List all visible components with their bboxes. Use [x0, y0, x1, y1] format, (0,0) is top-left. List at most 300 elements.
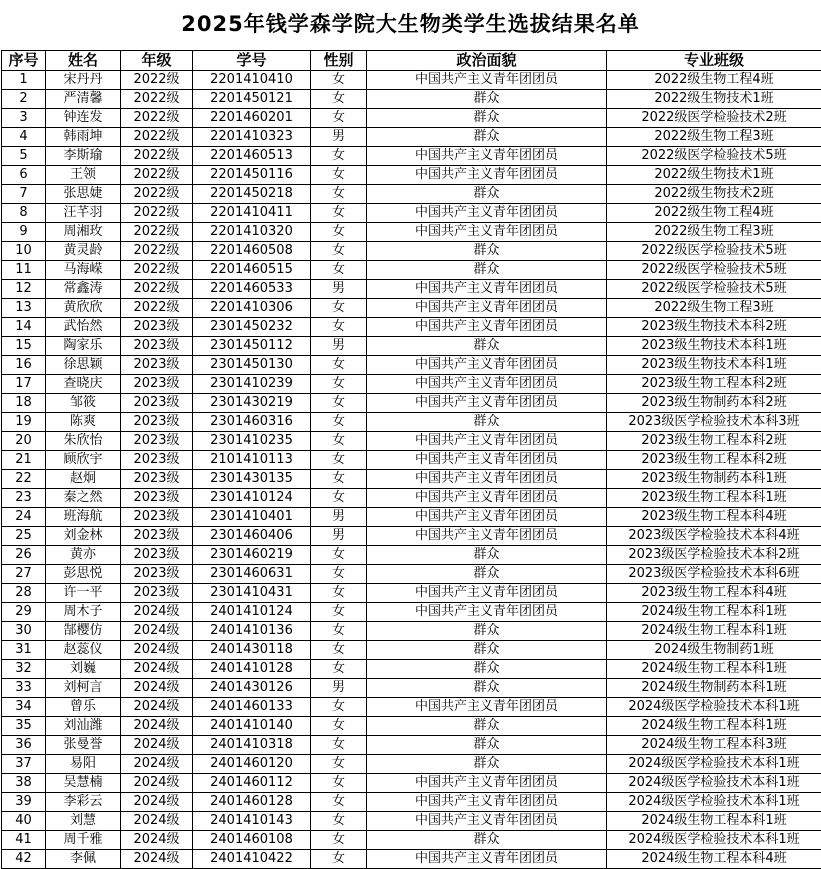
cell-grade: 2024级: [121, 679, 193, 698]
cell-political-status: 群众: [367, 261, 607, 280]
cell-name: 易阳: [46, 755, 121, 774]
cell-index: 38: [2, 774, 46, 793]
cell-grade: 2022级: [121, 109, 193, 128]
cell-political-status: 群众: [367, 109, 607, 128]
cell-index: 26: [2, 546, 46, 565]
table-row: [2, 318, 821, 337]
cell-gender: 男: [311, 508, 367, 527]
cell-index: 31: [2, 641, 46, 660]
cell-political-status: 中国共产主义青年团团员: [367, 812, 607, 831]
table-row: [2, 356, 821, 375]
cell-grade: 2023级: [121, 546, 193, 565]
cell-political-status: 群众: [367, 242, 607, 261]
cell-index: 42: [2, 850, 46, 869]
cell-political-status: 中国共产主义青年团团员: [367, 489, 607, 508]
cell-name: 周木子: [46, 603, 121, 622]
cell-grade: 2022级: [121, 299, 193, 318]
cell-political-status: 群众: [367, 679, 607, 698]
cell-grade: 2022级: [121, 166, 193, 185]
cell-grade: 2022级: [121, 90, 193, 109]
cell-student-id: 2401410124: [193, 603, 311, 622]
cell-grade: 2024级: [121, 774, 193, 793]
table-row: [2, 470, 821, 489]
cell-grade: 2022级: [121, 280, 193, 299]
cell-name: 周千雅: [46, 831, 121, 850]
cell-major-class: 2022级生物工程4班: [607, 71, 821, 90]
cell-major-class: 2023级生物制药本科2班: [607, 394, 821, 413]
cell-gender: 女: [311, 546, 367, 565]
cell-name: 黄亦: [46, 546, 121, 565]
table-body: [2, 71, 821, 869]
cell-index: 13: [2, 299, 46, 318]
cell-student-id: 2401460108: [193, 831, 311, 850]
cell-name: 吴慧楠: [46, 774, 121, 793]
cell-major-class: 2024级生物工程本科1班: [607, 603, 821, 622]
cell-gender: 女: [311, 90, 367, 109]
cell-student-id: 2201410306: [193, 299, 311, 318]
cell-grade: 2024级: [121, 698, 193, 717]
table-row: [2, 736, 821, 755]
table-row: [2, 755, 821, 774]
cell-name: 赵蕊仪: [46, 641, 121, 660]
cell-index: 2: [2, 90, 46, 109]
cell-student-id: 2301460631: [193, 565, 311, 584]
cell-major-class: 2024级医学检验技术本科1班: [607, 793, 821, 812]
cell-grade: 2024级: [121, 736, 193, 755]
cell-grade: 2023级: [121, 489, 193, 508]
cell-name: 邹筱: [46, 394, 121, 413]
cell-gender: 女: [311, 584, 367, 603]
cell-name: 常鑫涛: [46, 280, 121, 299]
cell-index: 37: [2, 755, 46, 774]
cell-index: 28: [2, 584, 46, 603]
cell-major-class: 2023级医学检验技术本科3班: [607, 413, 821, 432]
cell-gender: 女: [311, 394, 367, 413]
cell-student-id: 2301460406: [193, 527, 311, 546]
cell-gender: 女: [311, 489, 367, 508]
cell-political-status: 中国共产主义青年团团员: [367, 774, 607, 793]
cell-student-id: 2201410323: [193, 128, 311, 147]
cell-student-id: 2401410318: [193, 736, 311, 755]
cell-student-id: 2201410320: [193, 223, 311, 242]
cell-index: 19: [2, 413, 46, 432]
cell-student-id: 2301430219: [193, 394, 311, 413]
cell-name: 刘金林: [46, 527, 121, 546]
table-row: [2, 204, 821, 223]
cell-name: 许一平: [46, 584, 121, 603]
cell-grade: 2023级: [121, 527, 193, 546]
cell-political-status: 中国共产主义青年团团员: [367, 318, 607, 337]
cell-index: 24: [2, 508, 46, 527]
cell-grade: 2023级: [121, 508, 193, 527]
cell-grade: 2022级: [121, 147, 193, 166]
cell-student-id: 2301460219: [193, 546, 311, 565]
header-name: 姓名: [46, 51, 121, 71]
cell-student-id: 2401460128: [193, 793, 311, 812]
table-row: [2, 660, 821, 679]
cell-political-status: 中国共产主义青年团团员: [367, 147, 607, 166]
table-row: [2, 774, 821, 793]
table-row: [2, 337, 821, 356]
header-major-class: 专业班级: [607, 51, 821, 71]
cell-gender: 女: [311, 375, 367, 394]
cell-political-status: 群众: [367, 831, 607, 850]
cell-political-status: 中国共产主义青年团团员: [367, 527, 607, 546]
cell-student-id: 2401410128: [193, 660, 311, 679]
cell-name: 查晓庆: [46, 375, 121, 394]
cell-political-status: 中国共产主义青年团团员: [367, 698, 607, 717]
cell-major-class: 2023级生物工程本科2班: [607, 375, 821, 394]
cell-political-status: 中国共产主义青年团团员: [367, 223, 607, 242]
cell-political-status: 中国共产主义青年团团员: [367, 603, 607, 622]
table-row: [2, 413, 821, 432]
cell-index: 39: [2, 793, 46, 812]
table-row: [2, 90, 821, 109]
cell-gender: 女: [311, 774, 367, 793]
cell-political-status: 群众: [367, 565, 607, 584]
cell-gender: 女: [311, 109, 367, 128]
cell-political-status: 群众: [367, 622, 607, 641]
cell-grade: 2024级: [121, 603, 193, 622]
cell-student-id: 2301450112: [193, 337, 311, 356]
cell-student-id: 2201460508: [193, 242, 311, 261]
cell-student-id: 2201460513: [193, 147, 311, 166]
cell-index: 6: [2, 166, 46, 185]
cell-index: 10: [2, 242, 46, 261]
cell-gender: 女: [311, 850, 367, 869]
cell-gender: 女: [311, 432, 367, 451]
table-row: [2, 261, 821, 280]
table-row: [2, 793, 821, 812]
cell-major-class: 2022级生物工程3班: [607, 223, 821, 242]
table-row: [2, 71, 821, 90]
page-title: 2025年钱学森学院大生物类学生选拔结果名单: [0, 10, 821, 38]
cell-grade: 2023级: [121, 413, 193, 432]
cell-student-id: 2201460201: [193, 109, 311, 128]
cell-index: 34: [2, 698, 46, 717]
cell-political-status: 中国共产主义青年团团员: [367, 356, 607, 375]
cell-student-id: 2301410401: [193, 508, 311, 527]
cell-index: 7: [2, 185, 46, 204]
cell-name: 曾乐: [46, 698, 121, 717]
table-row: [2, 147, 821, 166]
cell-gender: 男: [311, 527, 367, 546]
cell-gender: 女: [311, 736, 367, 755]
cell-name: 周湘玫: [46, 223, 121, 242]
cell-major-class: 2024级生物工程本科1班: [607, 622, 821, 641]
cell-student-id: 2201460515: [193, 261, 311, 280]
cell-index: 40: [2, 812, 46, 831]
cell-index: 14: [2, 318, 46, 337]
cell-name: 武怡然: [46, 318, 121, 337]
cell-index: 30: [2, 622, 46, 641]
cell-political-status: 群众: [367, 755, 607, 774]
cell-major-class: 2024级生物制药1班: [607, 641, 821, 660]
cell-index: 4: [2, 128, 46, 147]
cell-grade: 2022级: [121, 223, 193, 242]
cell-student-id: 2301460316: [193, 413, 311, 432]
cell-index: 41: [2, 831, 46, 850]
cell-student-id: 2301410431: [193, 584, 311, 603]
cell-name: 马海嵘: [46, 261, 121, 280]
cell-gender: 女: [311, 698, 367, 717]
cell-student-id: 2301410239: [193, 375, 311, 394]
cell-student-id: 2201410411: [193, 204, 311, 223]
cell-political-status: 群众: [367, 90, 607, 109]
header-grade: 年级: [121, 51, 193, 71]
cell-gender: 女: [311, 166, 367, 185]
table-row: [2, 565, 821, 584]
cell-political-status: 群众: [367, 660, 607, 679]
cell-grade: 2022级: [121, 204, 193, 223]
cell-gender: 女: [311, 223, 367, 242]
cell-name: 宋丹丹: [46, 71, 121, 90]
table-header-row: [2, 51, 821, 71]
cell-major-class: 2024级生物工程本科1班: [607, 660, 821, 679]
table-row: [2, 223, 821, 242]
cell-gender: 女: [311, 185, 367, 204]
cell-index: 36: [2, 736, 46, 755]
cell-student-id: 2201460533: [193, 280, 311, 299]
cell-grade: 2022级: [121, 71, 193, 90]
cell-gender: 女: [311, 318, 367, 337]
table-row: [2, 831, 821, 850]
cell-gender: 男: [311, 679, 367, 698]
cell-index: 32: [2, 660, 46, 679]
cell-political-status: 中国共产主义青年团团员: [367, 166, 607, 185]
cell-political-status: 群众: [367, 717, 607, 736]
cell-name: 陶家乐: [46, 337, 121, 356]
table-row: [2, 166, 821, 185]
cell-gender: 女: [311, 641, 367, 660]
cell-political-status: 群众: [367, 128, 607, 147]
table-row: [2, 109, 821, 128]
cell-grade: 2024级: [121, 812, 193, 831]
cell-gender: 女: [311, 603, 367, 622]
cell-gender: 女: [311, 755, 367, 774]
cell-grade: 2023级: [121, 584, 193, 603]
cell-name: 郜樱仿: [46, 622, 121, 641]
cell-political-status: 中国共产主义青年团团员: [367, 584, 607, 603]
cell-major-class: 2023级生物工程本科4班: [607, 508, 821, 527]
cell-grade: 2024级: [121, 660, 193, 679]
cell-student-id: 2301450130: [193, 356, 311, 375]
cell-major-class: 2022级生物技术1班: [607, 90, 821, 109]
cell-index: 3: [2, 109, 46, 128]
cell-index: 9: [2, 223, 46, 242]
header-index: 序号: [2, 51, 46, 71]
cell-index: 35: [2, 717, 46, 736]
cell-name: 黄欣欣: [46, 299, 121, 318]
cell-grade: 2022级: [121, 242, 193, 261]
table-row: [2, 280, 821, 299]
cell-name: 韩雨坤: [46, 128, 121, 147]
cell-name: 刘柯言: [46, 679, 121, 698]
cell-major-class: 2022级医学检验技术2班: [607, 109, 821, 128]
cell-index: 16: [2, 356, 46, 375]
cell-gender: 女: [311, 831, 367, 850]
cell-name: 张曼誉: [46, 736, 121, 755]
cell-index: 15: [2, 337, 46, 356]
cell-name: 严清馨: [46, 90, 121, 109]
table-row: [2, 603, 821, 622]
cell-student-id: 2401410140: [193, 717, 311, 736]
cell-index: 23: [2, 489, 46, 508]
table-row: [2, 508, 821, 527]
table-row: [2, 185, 821, 204]
cell-major-class: 2022级医学检验技术5班: [607, 242, 821, 261]
cell-major-class: 2024级医学检验技术本科1班: [607, 755, 821, 774]
cell-grade: 2024级: [121, 831, 193, 850]
cell-gender: 女: [311, 147, 367, 166]
cell-political-status: 群众: [367, 546, 607, 565]
table-row: [2, 375, 821, 394]
cell-name: 李彩云: [46, 793, 121, 812]
cell-major-class: 2023级医学检验技术本科6班: [607, 565, 821, 584]
cell-name: 顾欣宇: [46, 451, 121, 470]
cell-gender: 女: [311, 261, 367, 280]
cell-major-class: 2024级医学检验技术本科1班: [607, 774, 821, 793]
cell-political-status: 群众: [367, 641, 607, 660]
table-row: [2, 451, 821, 470]
table-row: [2, 717, 821, 736]
cell-index: 25: [2, 527, 46, 546]
header-political-status: 政治面貌: [367, 51, 607, 71]
cell-major-class: 2023级生物工程本科2班: [607, 451, 821, 470]
cell-political-status: 群众: [367, 413, 607, 432]
cell-major-class: 2022级生物工程4班: [607, 204, 821, 223]
cell-political-status: 中国共产主义青年团团员: [367, 793, 607, 812]
cell-major-class: 2024级生物工程本科1班: [607, 812, 821, 831]
cell-grade: 2022级: [121, 185, 193, 204]
cell-gender: 女: [311, 451, 367, 470]
cell-name: 刘慧: [46, 812, 121, 831]
cell-major-class: 2022级医学检验技术5班: [607, 147, 821, 166]
cell-grade: 2023级: [121, 565, 193, 584]
cell-student-id: 2401430126: [193, 679, 311, 698]
cell-index: 29: [2, 603, 46, 622]
cell-major-class: 2022级医学检验技术5班: [607, 261, 821, 280]
table-row: [2, 850, 821, 869]
cell-gender: 男: [311, 128, 367, 147]
cell-name: 秦之然: [46, 489, 121, 508]
header-gender: 性别: [311, 51, 367, 71]
cell-grade: 2024级: [121, 850, 193, 869]
cell-name: 班海航: [46, 508, 121, 527]
cell-student-id: 2401430118: [193, 641, 311, 660]
cell-major-class: 2023级医学检验技术本科4班: [607, 527, 821, 546]
cell-grade: 2022级: [121, 128, 193, 147]
table-row: [2, 698, 821, 717]
cell-index: 18: [2, 394, 46, 413]
cell-student-id: 2101410113: [193, 451, 311, 470]
cell-major-class: 2023级生物工程本科1班: [607, 489, 821, 508]
cell-gender: 女: [311, 793, 367, 812]
cell-grade: 2023级: [121, 470, 193, 489]
cell-index: 20: [2, 432, 46, 451]
table-row: [2, 812, 821, 831]
cell-grade: 2024级: [121, 793, 193, 812]
cell-gender: 女: [311, 204, 367, 223]
cell-student-id: 2401460120: [193, 755, 311, 774]
cell-name: 黄灵龄: [46, 242, 121, 261]
cell-political-status: 中国共产主义青年团团员: [367, 850, 607, 869]
cell-political-status: 群众: [367, 736, 607, 755]
cell-gender: 女: [311, 356, 367, 375]
cell-index: 22: [2, 470, 46, 489]
cell-political-status: 中国共产主义青年团团员: [367, 71, 607, 90]
table-row: [2, 299, 821, 318]
cell-political-status: 中国共产主义青年团团员: [367, 451, 607, 470]
cell-student-id: 2201450121: [193, 90, 311, 109]
cell-political-status: 群众: [367, 337, 607, 356]
cell-major-class: 2024级医学检验技术本科1班: [607, 831, 821, 850]
cell-grade: 2023级: [121, 451, 193, 470]
cell-student-id: 2201410410: [193, 71, 311, 90]
cell-major-class: 2024级医学检验技术本科1班: [607, 698, 821, 717]
cell-student-id: 2301410235: [193, 432, 311, 451]
cell-grade: 2024级: [121, 622, 193, 641]
cell-major-class: 2024级生物制药本科1班: [607, 679, 821, 698]
cell-gender: 女: [311, 565, 367, 584]
cell-major-class: 2023级生物技术本科2班: [607, 318, 821, 337]
cell-gender: 女: [311, 812, 367, 831]
results-table: [1, 50, 821, 869]
cell-political-status: 中国共产主义青年团团员: [367, 299, 607, 318]
cell-grade: 2023级: [121, 337, 193, 356]
cell-major-class: 2024级生物工程本科3班: [607, 736, 821, 755]
cell-major-class: 2023级生物工程本科2班: [607, 432, 821, 451]
cell-major-class: 2022级生物工程3班: [607, 128, 821, 147]
cell-name: 刘巍: [46, 660, 121, 679]
cell-gender: 女: [311, 242, 367, 261]
cell-student-id: 2401460133: [193, 698, 311, 717]
cell-index: 11: [2, 261, 46, 280]
cell-index: 8: [2, 204, 46, 223]
cell-index: 12: [2, 280, 46, 299]
table-row: [2, 641, 821, 660]
cell-gender: 男: [311, 280, 367, 299]
table-row: [2, 432, 821, 451]
cell-student-id: 2401410136: [193, 622, 311, 641]
cell-political-status: 中国共产主义青年团团员: [367, 204, 607, 223]
cell-name: 朱欣怡: [46, 432, 121, 451]
cell-grade: 2023级: [121, 318, 193, 337]
cell-gender: 女: [311, 470, 367, 489]
cell-name: 赵炯: [46, 470, 121, 489]
table-row: [2, 679, 821, 698]
cell-grade: 2023级: [121, 375, 193, 394]
cell-major-class: 2022级生物技术2班: [607, 185, 821, 204]
table-row: [2, 622, 821, 641]
cell-index: 1: [2, 71, 46, 90]
cell-major-class: 2023级生物工程本科4班: [607, 584, 821, 603]
cell-major-class: 2023级生物制药本科1班: [607, 470, 821, 489]
cell-major-class: 2024级生物工程本科1班: [607, 717, 821, 736]
cell-student-id: 2301450232: [193, 318, 311, 337]
cell-major-class: 2022级医学检验技术5班: [607, 280, 821, 299]
cell-major-class: 2024级生物工程本科4班: [607, 850, 821, 869]
cell-name: 徐思颖: [46, 356, 121, 375]
cell-student-id: 2301430135: [193, 470, 311, 489]
cell-major-class: 2022级生物技术1班: [607, 166, 821, 185]
cell-gender: 女: [311, 71, 367, 90]
cell-grade: 2024级: [121, 717, 193, 736]
cell-grade: 2022级: [121, 261, 193, 280]
table-row: [2, 489, 821, 508]
cell-index: 17: [2, 375, 46, 394]
cell-major-class: 2023级生物技术本科1班: [607, 356, 821, 375]
